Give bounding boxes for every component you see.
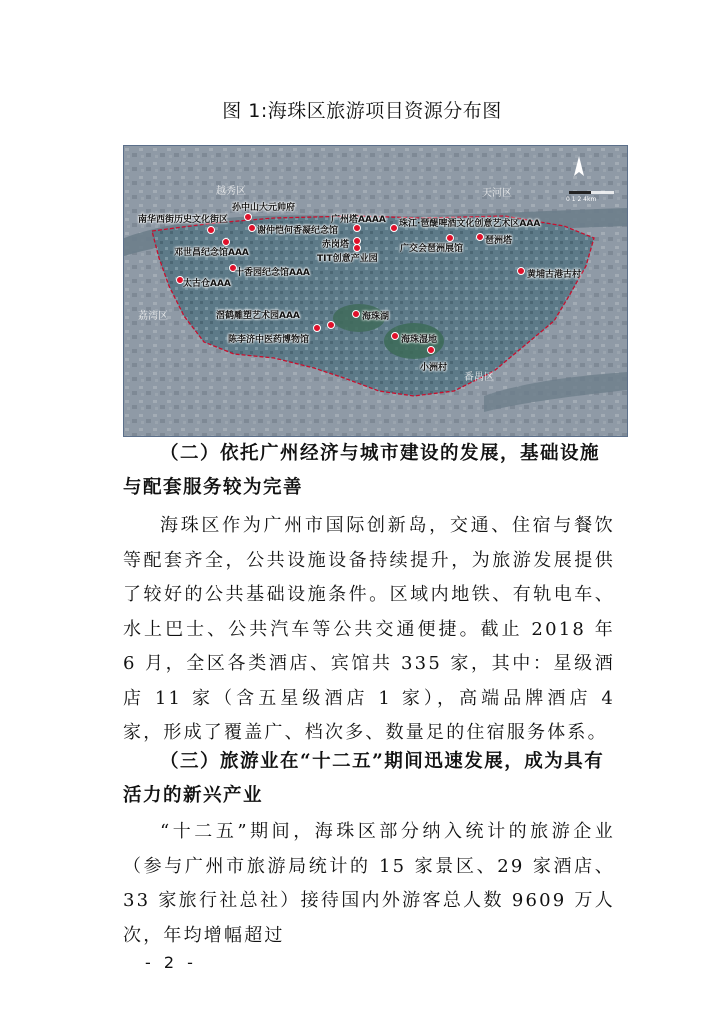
section2-body: 海珠区作为广州市国际创新岛，交通、住宿与餐饮等配套齐全，公共设施设备持续提升，为旅游发展提供了较好的公共基础设施条件。区域内地铁、有轨电车、水上巴士、公共汽车等公共交通便捷。截止 2018 年 6 月，全区各类酒店、宾馆共 335 家，其中：星级酒店 11 家（含五星级酒店 1 家），高端品牌酒店 4 家，形成了覆盖广、档次多、数量足的住宿服务体系。	[123, 515, 615, 743]
poi-label: 陈李济中医药博物馆	[228, 335, 310, 345]
poi-marker	[244, 213, 252, 221]
poi-marker	[248, 224, 256, 232]
poi-label: 黄埔古港古村	[527, 270, 582, 280]
poi-label: 广州塔AAAA	[331, 215, 386, 225]
poi-marker	[476, 233, 484, 241]
poi-marker	[207, 226, 215, 234]
section3-heading: （三）旅游业在“十二五”期间迅速发展，成为具有活力的新兴产业	[123, 751, 605, 806]
page-number: - 2 -	[145, 953, 197, 972]
poi-label: 孙中山大元帅府	[232, 203, 296, 213]
district-label-yuexiu: 越秀区	[216, 186, 246, 197]
poi-label: 赤岗塔	[322, 240, 350, 250]
poi-marker	[352, 310, 360, 318]
poi-label: TIT创意产业园	[317, 254, 378, 264]
poi-label: 珠江·琶醍啤酒文化创意艺术区AAA	[399, 219, 541, 229]
poi-label: 琶洲塔	[485, 236, 513, 246]
map-background	[124, 146, 627, 436]
poi-marker	[390, 224, 398, 232]
poi-label: 邓世昌纪念馆AAA	[174, 248, 249, 258]
section2-heading: （二）依托广州经济与城市建设的发展，基础设施与配套服务较为完善	[123, 443, 601, 498]
poi-label: 小洲村	[420, 363, 448, 373]
section3-body: “十二五”期间，海珠区部分纳入统计的旅游企业（参与广州市旅游局统计的 15 家景区、29 家酒店、33 家旅行社总社）接待国内外游客总人数 9609 万人次，年均增幅超过	[123, 821, 615, 946]
district-label-tianhe: 天河区	[482, 188, 512, 199]
poi-marker	[391, 332, 399, 340]
poi-label: 海珠湿地	[401, 335, 438, 345]
poi-label: 十香园纪念馆AAA	[235, 268, 310, 278]
poi-marker	[427, 346, 435, 354]
poi-marker	[313, 324, 321, 332]
figure-title: 图 1:海珠区旅游项目资源分布图	[222, 100, 502, 122]
district-label-panyu: 番禺区	[464, 372, 494, 383]
poi-marker	[353, 224, 361, 232]
district-map	[123, 145, 628, 437]
poi-marker	[327, 321, 335, 329]
poi-label: 滘鹤雕塑艺术园AAA	[216, 311, 300, 321]
poi-marker	[517, 267, 525, 275]
poi-label: 太古仓AAA	[183, 279, 231, 289]
poi-label: 海珠湖	[362, 312, 390, 322]
district-label-liwan: 荔湾区	[138, 311, 168, 322]
poi-label: 谢仲恺何香凝纪念馆	[257, 226, 339, 236]
map-scale-text: 0 1 2 4km	[566, 196, 597, 203]
poi-label: 广交会琶洲展馆	[400, 244, 464, 254]
poi-label: 南华西街历史文化街区	[138, 215, 229, 225]
